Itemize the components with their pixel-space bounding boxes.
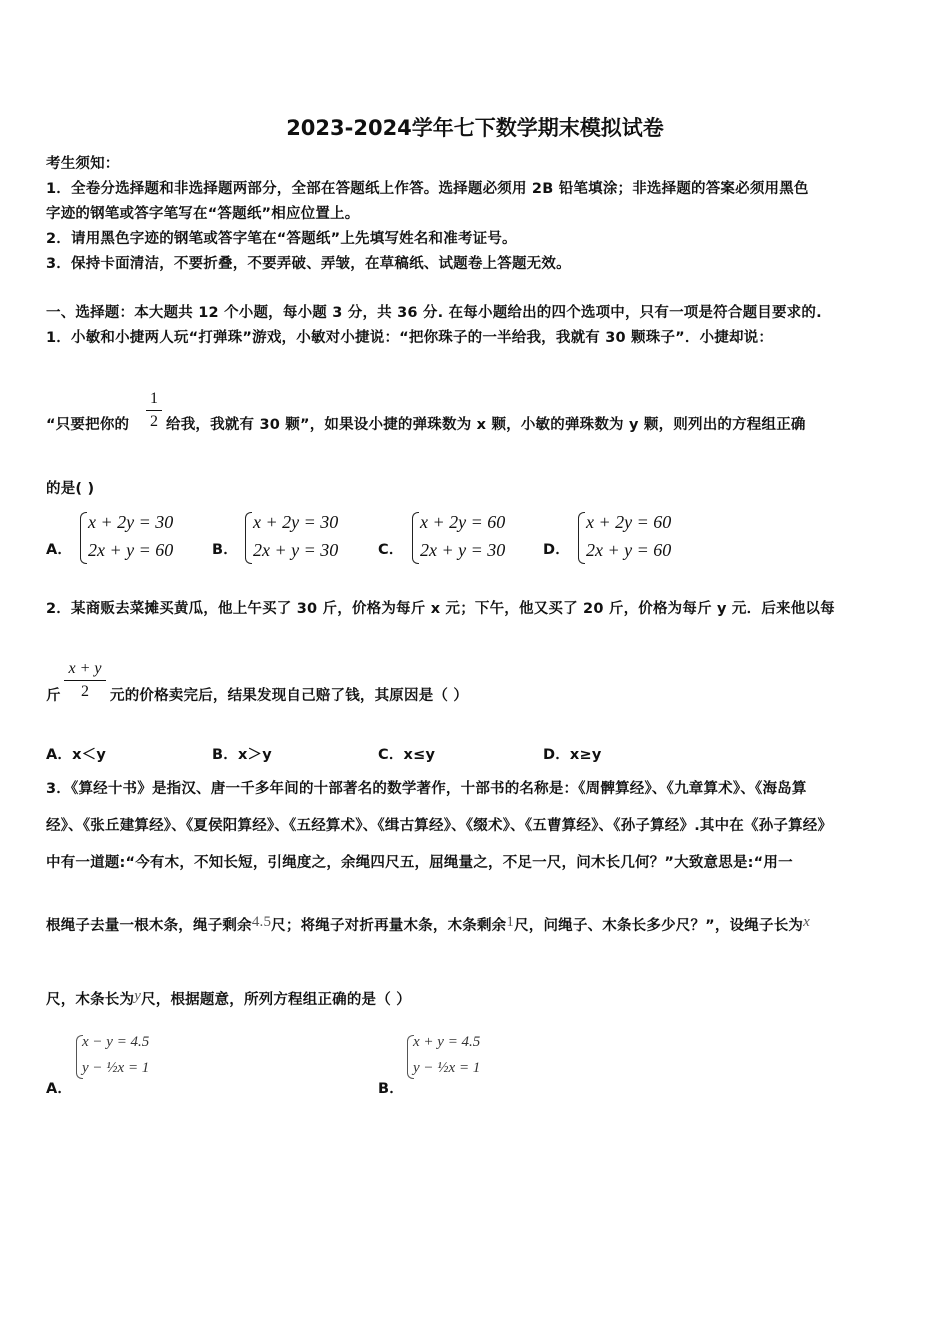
q1-fraction — [146, 390, 162, 431]
q3-line-2: 经》、《张丘建算经》、《夏侯阳算经》、《五经算术》、《缉古算经》、《缀术》、《五曹算经》、《孙子算经》.其中在《孙子算经》 — [46, 818, 833, 834]
q1-option-d-eq1: x + 2y = 60 — [586, 512, 672, 532]
q2-fraction — [64, 660, 106, 701]
q3-option-a-eq2: y − ½x = 1 — [82, 1060, 150, 1076]
q3-option-b-eq1: x + y = 4.5 — [413, 1034, 481, 1050]
q1-line-2-post: 给我，我就有 30 颗”，如果设小捷的弹珠数为 x 颗，小敏的弹珠数为 y 颗，则列出的方程组正确 — [166, 417, 806, 433]
q3-option-b-eq2: y − ½x = 1 — [413, 1060, 481, 1076]
q3-option-a-label: A． — [46, 1081, 73, 1097]
q1-option-a-brace — [80, 512, 87, 564]
q2-line-2-post: 元的价格卖完后，结果发现自己赔了钱，其原因是（ ） — [110, 688, 469, 704]
q1-frac-den: 2 — [150, 413, 158, 430]
q3-value-4-5: 4.5 — [251, 914, 272, 930]
q3-line-1: 3．《算经十书》是指汉、唐一千多年间的十部著名的数学著作，十部书的名称是：《周髀算经》、《九章算术》、《海岛算 — [46, 781, 807, 797]
q2-frac-num: x + y — [68, 660, 102, 677]
q3-line-5a: 尺，木条长为 — [46, 992, 135, 1008]
q3-var-x: x — [803, 914, 810, 930]
q1-frac-num: 1 — [150, 390, 158, 407]
q1-line-1: 1．小敏和小捷两人玩“打弹珠”游戏，小敏对小捷说：“把你珠子的一半给我，我就有 30 颗珠子”．小捷却说： — [46, 330, 774, 346]
notice-line-1a: 1．全卷分选择题和非选择题两部分，全部在答题纸上作答。选择题必须用 2B 铅笔填涂；非选择题的答案必须用黑色 — [46, 181, 809, 197]
q3-line-4b: 尺；将绳子对折再量木条，木条剩余 — [271, 918, 507, 934]
q1-option-b-brace — [245, 512, 252, 564]
q3-line-3: 中有一道题:“今有木，不知长短，引绳度之，余绳四尺五，屈绳量之，不足一尺，问木长几何？”大致意思是:“用一 — [46, 855, 793, 871]
notice-line-2: 2．请用黑色字迹的钢笔或答字笔在“答题纸”上先填写姓名和准考证号。 — [46, 231, 517, 247]
q1-option-b-eq1: x + 2y = 30 — [253, 512, 339, 532]
q2-option-c[interactable]: C．x≤y — [378, 747, 436, 763]
section-heading: 一、选择题：本大题共 12 个小题，每小题 3 分，共 36 分. 在每小题给出的四个选项中，只有一项是符合题目要求的. — [46, 305, 822, 321]
q3-line-5 — [46, 988, 411, 1009]
q1-option-a-eq1: x + 2y = 30 — [88, 512, 174, 532]
q1-option-d-eq2: 2x + y = 60 — [586, 540, 672, 560]
q1-option-c-brace — [412, 512, 419, 564]
q3-option-a-eq1: x − y = 4.5 — [82, 1034, 150, 1050]
q1-option-c-label: C． — [378, 542, 404, 558]
q2-option-a[interactable]: A．x＜y — [46, 747, 107, 763]
q1-option-c-eq2: 2x + y = 30 — [420, 540, 506, 560]
q3-var-y: y — [134, 988, 142, 1004]
notice-line-1b: 字迹的钢笔或答字笔写在“答题纸”相应位置上。 — [46, 206, 360, 222]
q2-frac-den: 2 — [81, 683, 89, 700]
q2-option-b[interactable]: B．x＞y — [212, 747, 272, 763]
q3-line-5b: 尺，根据题意，所列方程组正确的是（ ） — [141, 992, 411, 1008]
q3-option-b-label: B． — [378, 1081, 404, 1097]
q1-option-d-label: D． — [543, 542, 570, 558]
q3-value-1: 1 — [506, 914, 515, 930]
q2-option-d[interactable]: D．x≥y — [543, 747, 602, 763]
notice-heading: 考生须知： — [46, 156, 120, 172]
q1-option-a-label: A． — [46, 542, 73, 558]
q3-line-4a: 根绳子去量一根木条，绳子剩余 — [46, 918, 252, 934]
q2-line-1: 2．某商贩去菜摊买黄瓜，他上午买了 30 斤，价格为每斤 x 元；下午，他又买了 20 斤，价格为每斤 y 元．后来他以每 — [46, 601, 835, 617]
q2-line-2-pre: 斤 — [46, 688, 61, 704]
q1-option-a-eq2: 2x + y = 60 — [88, 540, 174, 560]
q1-option-d-brace — [578, 512, 585, 564]
notice-line-3: 3．保持卡面清洁，不要折叠，不要弄破、弄皱，在草稿纸、试题卷上答题无效。 — [46, 256, 571, 272]
page-title: 2023-2024学年七下数学期末模拟试卷 — [286, 116, 664, 140]
q3-line-4 — [46, 914, 810, 935]
q1-option-b-eq2: 2x + y = 30 — [253, 540, 339, 560]
q1-option-c-eq1: x + 2y = 60 — [420, 512, 506, 532]
q1-line-2-pre: “只要把你的 — [46, 417, 130, 433]
q1-option-b-label: B． — [212, 542, 238, 558]
q1-line-3: 的是( ) — [46, 481, 95, 497]
q3-line-4c: 尺，问绳子、木条长多少尺？”，设绳子长为 — [514, 918, 804, 934]
